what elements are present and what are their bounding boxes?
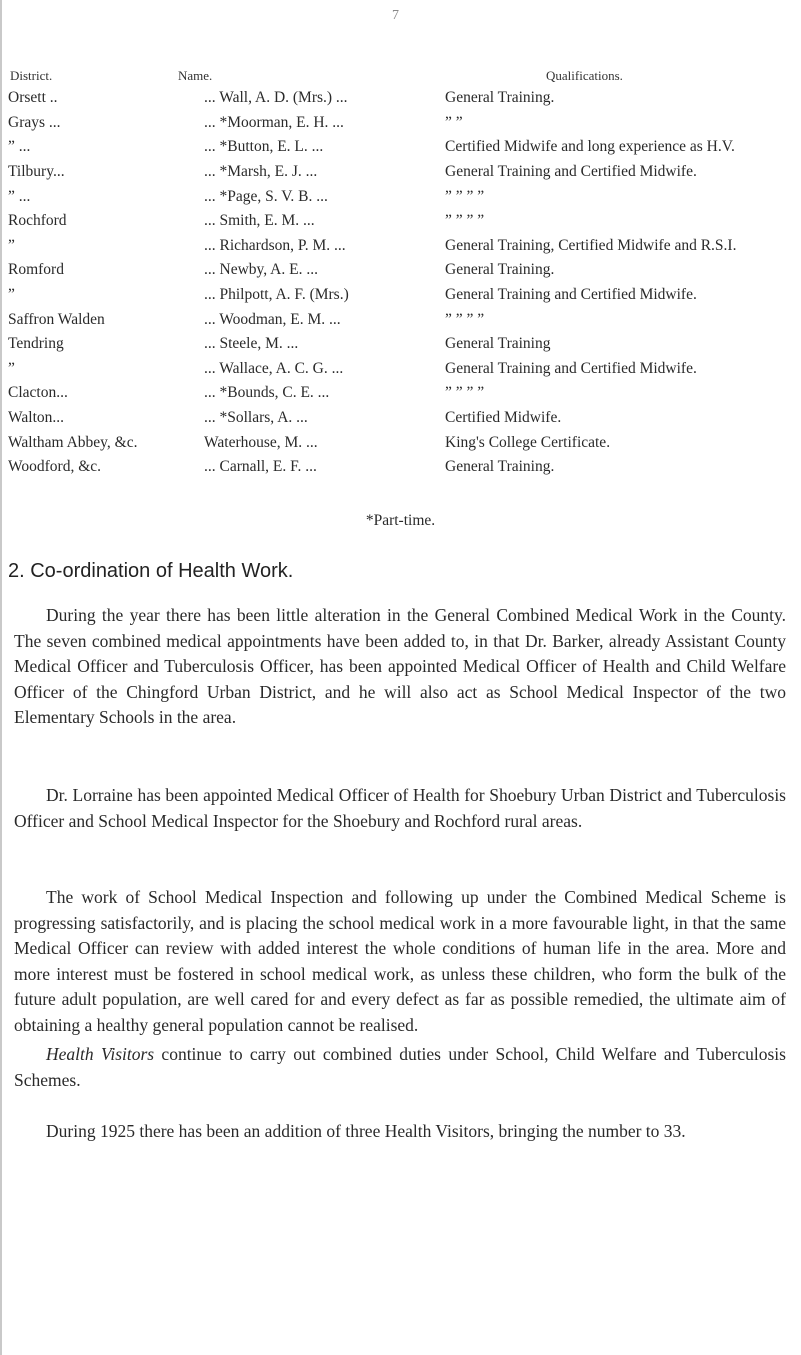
column-header-district: District. <box>10 68 53 83</box>
cell-district: Romford <box>8 261 64 279</box>
column-header-name: Name. <box>178 68 213 83</box>
paragraph-visitor-count: During 1925 there has been an addition of three Health Visitors, bringing the number to 33. <box>46 1121 686 1141</box>
cell-name: ... *Bounds, C. E. ... <box>204 384 330 402</box>
cell-name: ... Wallace, A. C. G. ... <box>204 359 344 377</box>
cell-name: ... Philpott, A. F. (Mrs.) <box>204 286 349 304</box>
cell-qualifications: ” ” ” ” <box>445 212 485 230</box>
column-header-qualifications: Qualifications. <box>546 68 623 83</box>
cell-name: ... *Button, E. L. ... <box>204 138 324 156</box>
cell-district: ” ... <box>8 187 31 205</box>
cell-district: Tilbury... <box>8 163 65 181</box>
table-row <box>8 357 795 382</box>
cell-district: Clacton... <box>8 384 68 402</box>
cell-district: Grays ... <box>8 113 61 131</box>
cell-district: Saffron Walden <box>8 310 105 328</box>
cell-qualifications: Certified Midwife and long experience as H.V. <box>445 138 735 156</box>
table-row <box>8 209 795 234</box>
cell-qualifications: General Training and Certified Midwife. <box>445 286 697 304</box>
table-footnote: *Part-time. <box>365 512 436 529</box>
table-row <box>8 160 795 185</box>
cell-qualifications: General Training, Certified Midwife and R.S.I. <box>445 236 737 254</box>
table-row <box>8 406 795 431</box>
table-row <box>8 283 795 308</box>
cell-qualifications: Certified Midwife. <box>445 409 562 427</box>
paragraph-health-visitors <box>14 1042 786 1093</box>
cell-district: Woodford, &c. <box>8 458 102 476</box>
cell-qualifications: ” ” ” ” <box>445 310 485 328</box>
cell-name: ... *Marsh, E. J. ... <box>204 163 318 181</box>
cell-district: Orsett .. <box>8 89 58 107</box>
page-mark: 7 <box>392 8 399 23</box>
cell-name: ... Richardson, P. M. ... <box>204 236 346 254</box>
cell-name: ... Smith, E. M. ... <box>204 212 315 230</box>
paragraph-school-medical-inspection: The work of School Medical Inspection and following up under the Combined Medical Scheme is progressing satisfactorily, and is placing the school medical work in a more favourable light, in that the same Medical Officer can review with added interest the whole conditions of human life in the area. More and more interest must be fostered in school medical work, as unless these children, who form the bulk of the future adult population, are well cared for and every defect as far as possible remedied, the ultimate aim of obtaining a healthy general population cannot be realised. <box>14 887 786 1035</box>
table-row <box>8 234 795 259</box>
table-row <box>8 455 795 480</box>
table-row <box>8 332 795 357</box>
health-visitors-text: continue to carry out combined duties under School, Child Welfare and Tuberculosis Schemes. <box>14 1044 786 1090</box>
paragraph-combined-medical-work: During the year there has been little alteration in the General Combined Medical Work in the County. The seven combined medical appointments have been added to, in that Dr. Barker, already Assistant County Medical Officer and Tuberculosis Officer, has been appointed Medical Officer of Health and Child Welfare Officer of the Chingford Urban District, and he will also act as School Medical Inspector of the two Elementary Schools in the area. <box>14 605 786 728</box>
table-row <box>8 430 795 455</box>
cell-qualifications: General Training. <box>445 458 555 476</box>
cell-district: ” ... <box>8 138 31 156</box>
table-row <box>8 184 795 209</box>
cell-qualifications: General Training. <box>445 261 555 279</box>
section-title: 2. Co-ordination of Health Work. <box>8 560 294 582</box>
cell-district: Waltham Abbey, &c. <box>8 433 138 451</box>
cell-name: ... *Page, S. V. B. ... <box>204 187 328 205</box>
cell-district: Tendring <box>8 335 64 353</box>
cell-district: Rochford <box>8 212 67 230</box>
table-row <box>8 381 795 406</box>
cell-name: ... Steele, M. ... <box>204 335 299 353</box>
health-visitors-table-body <box>8 86 795 480</box>
cell-qualifications: ” ” <box>445 113 463 131</box>
cell-district: Walton... <box>8 409 65 427</box>
cell-district: ” <box>8 359 15 377</box>
health-visitors-table <box>8 86 795 480</box>
cell-qualifications: ” ” ” ” <box>445 187 485 205</box>
cell-name: ... Carnall, E. F. ... <box>204 458 317 476</box>
paragraph-dr-lorraine: Dr. Lorraine has been appointed Medical Officer of Health for Shoebury Urban District and Tuberculosis Officer and School Medical Inspector for the Shoebury and Rochford rural areas. <box>14 785 786 831</box>
cell-qualifications: General Training and Certified Midwife. <box>445 359 697 377</box>
cell-name: ... *Moorman, E. H. ... <box>204 113 344 131</box>
cell-qualifications: King's College Certificate. <box>445 433 611 451</box>
cell-name: Waterhouse, M. ... <box>204 433 318 451</box>
cell-name: ... *Sollars, A. ... <box>204 409 308 427</box>
cell-qualifications: General Training. <box>445 89 555 107</box>
cell-name: ... Newby, A. E. ... <box>204 261 318 279</box>
health-visitors-emphasis: Health Visitors <box>46 1044 155 1064</box>
table-row <box>8 258 795 283</box>
cell-name: ... Woodman, E. M. ... <box>204 310 341 328</box>
table-row <box>8 86 795 111</box>
table-row <box>8 307 795 332</box>
cell-qualifications: General Training <box>445 335 551 353</box>
cell-qualifications: ” ” ” ” <box>445 384 485 402</box>
cell-name: ... Wall, A. D. (Mrs.) ... <box>204 89 348 107</box>
table-row <box>8 111 795 136</box>
cell-district: ” <box>8 286 15 304</box>
cell-qualifications: General Training and Certified Midwife. <box>445 163 697 181</box>
table-row <box>8 135 795 160</box>
cell-district: ” <box>8 236 15 254</box>
page-edge-rule <box>0 0 2 1355</box>
